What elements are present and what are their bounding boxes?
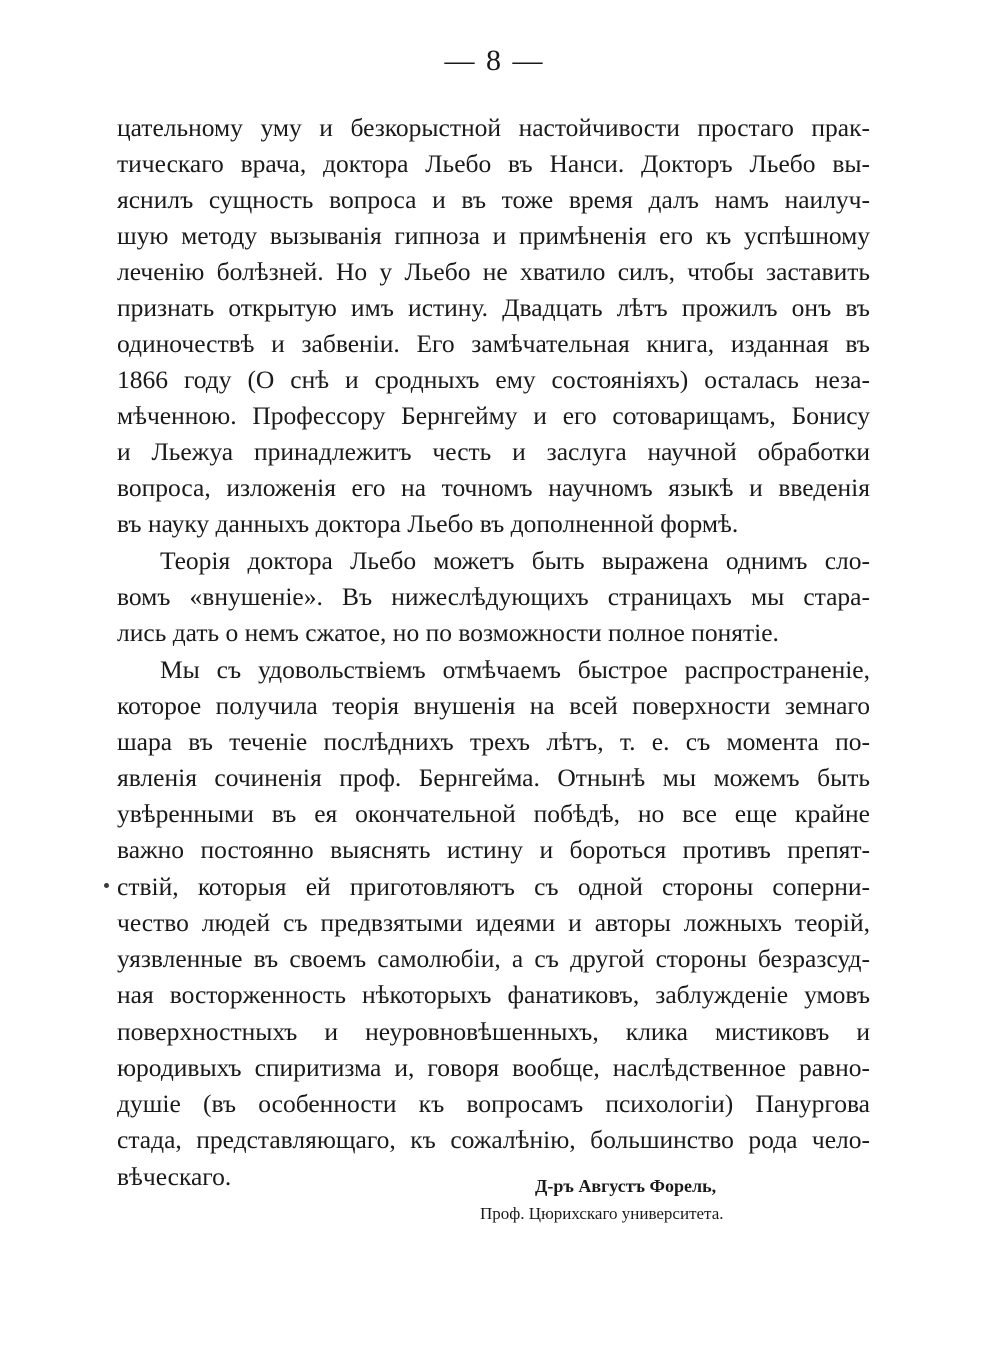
text-line: ная восторженность нѣкоторыхъ фанатиковъ, заблужденіе умовъ: [117, 980, 870, 1009]
text-line: леченію болѣзней. Но у Льебо не хватило силъ, чтобы заставить: [117, 257, 870, 286]
text-line: вопроса, изложенія его на точномъ научномъ языкѣ и введенія: [117, 473, 870, 502]
text-line: вѣческаго.: [117, 1162, 232, 1191]
text-line: яснилъ сущность вопроса и въ тоже время далъ намъ наилуч-: [117, 185, 870, 214]
text-line: признать открытую имъ истину. Двадцать лѣтъ прожилъ онъ въ: [117, 293, 870, 322]
text-line: мѣченною. Профессору Бернгейму и его сотоварищамъ, Бонису: [117, 401, 870, 430]
text-line: стада, представляющаго, къ сожалѣнію, большинство рода чело-: [117, 1125, 870, 1154]
signature-title: Проф. Цюрихскаго университета.: [480, 1204, 724, 1223]
text-line: 1866 году (О снѣ и сродныхъ ему состояніяхъ) осталась неза-: [117, 365, 870, 394]
text-line: Мы съ удовольствіемъ отмѣчаемъ быстрое распространеніе,: [160, 655, 870, 684]
text-line: поверхностныхъ и неуровновѣшенныхъ, клика мистиковъ и: [117, 1017, 870, 1046]
text-line: которое получила теорія внушенія на всей поверхности земнаго: [117, 691, 870, 720]
text-line: лись дать о немъ сжатое, но по возможности полное понятіе.: [117, 618, 779, 647]
text-line: Теорія доктора Льебо можетъ быть выражена однимъ сло-: [160, 546, 870, 575]
text-line: увѣренными въ ея окончательной побѣдѣ, но все еще крайне: [117, 799, 870, 828]
text-line: одиночествѣ и забвеніи. Его замѣчательная книга, изданная въ: [117, 329, 870, 358]
text-line: важно постоянно выяснять истину и бороться противъ препят-: [117, 835, 870, 864]
scan-speck-mark: [104, 883, 109, 888]
text-line: душіе (въ особенности къ вопросамъ психологіи) Панургова: [117, 1089, 870, 1118]
text-line: ствій, которыя ей приготовляютъ съ одной стороны соперни-: [117, 872, 870, 901]
text-line: шую методу вызыванія гипноза и примѣненія его къ успѣшному: [117, 221, 870, 250]
text-line: уязвленные въ своемъ самолюбіи, а съ другой стороны безразсуд-: [117, 944, 870, 973]
text-line: вомъ «внушеніе». Въ нижеслѣдующихъ страницахъ мы стара-: [117, 582, 870, 611]
text-line: явленія сочиненія проф. Бернгейма. Отнынѣ мы можемъ быть: [117, 763, 870, 792]
text-line: юродивыхъ спиритизма и, говоря вообще, наслѣдственное равно-: [117, 1053, 870, 1082]
text-line: тическаго врача, доктора Льебо въ Нанси. Докторъ Льебо вы-: [117, 149, 870, 178]
signature-name: Д-ръ Августъ Форель,: [535, 1176, 717, 1196]
page-number: — 8 —: [444, 44, 545, 77]
text-line: цательному уму и безкорыстной настойчивости простаго прак-: [117, 113, 870, 142]
text-line: шара въ теченіе послѣднихъ трехъ лѣтъ, т. е. съ момента по-: [117, 727, 870, 756]
text-line: чество людей съ предвзятыми идеями и авторы ложныхъ теорій,: [117, 908, 870, 937]
text-line: въ науку данныхъ доктора Льебо въ дополненной формѣ.: [117, 509, 739, 538]
text-line: и Льежуа принадлежитъ честь и заслуга научной обработки: [117, 437, 870, 466]
